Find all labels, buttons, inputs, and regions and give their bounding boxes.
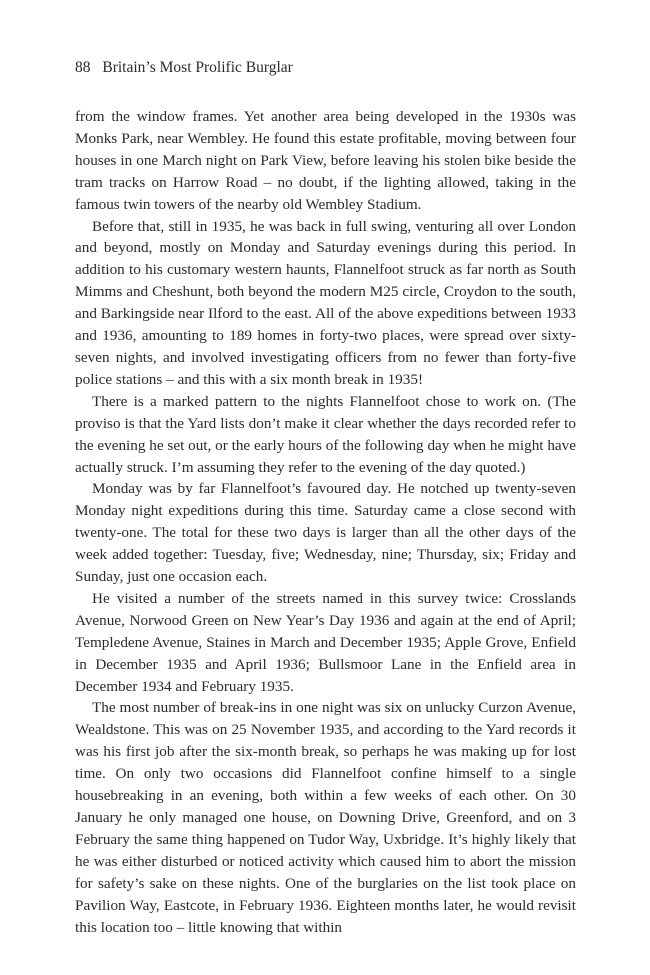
paragraph: Monday was by far Flannelfoot’s favoured day. He notched up twenty-seven Monday night expeditions during this time. Saturday came a close second with twenty-one. The total for these two days is larger than all the other days of the week added together: Tuesday, five; Wednesday, nine; Thursday, six; Friday and Sunday, just one occasion each. xyxy=(75,480,576,586)
paragraph-continued: from the window frames. Yet another area being developed in the 1930s was Monks Park, near Wembley. He found this estate profitable, moving between four houses in one March night on Park View, before leaving his stolen bike beside the tram tracks on Harrow Road – no doubt, if the lighting allowed, taking in the famous twin towers of the nearby old Wembley Stadium. xyxy=(75,108,576,213)
paragraph: He visited a number of the streets named in this survey twice: Crosslands Avenue, Norwood Green on New Year’s Day 1936 and again at the end of April; Templedene Avenue, Staines in March and December 1935; Apple Grove, Enfield in December 1935 and April 1936; Bullsmoor Lane in the Enfield area in December 1934 and February 1935. xyxy=(75,589,576,695)
paragraph: There is a marked pattern to the nights Flannelfoot chose to work on. (The proviso is that the Yard lists don’t make it clear whether the days recorded refer to the evening he set out, or the early hours of the following day when he might have actually struck. I’m assuming they refer to the evening of the day quoted.) xyxy=(75,392,576,476)
paragraph: The most number of break-ins in one night was six on unlucky Curzon Avenue, Wealdstone. This was on 25 November 1935, and according to the Yard records it was his first job after the six-month break, so perhaps he was making up for lost time. On only two occasions did Flannelfoot confine himself to a single housebreaking in an evening, both within a few weeks of each other. On 30 January he only managed one house, on Downing Drive, Greenford, and on 3 February the same thing happened on Tudor Way, Uxbridge. It’s highly likely that he was either disturbed or noticed activity which caused him to abort the mission for safety’s sake on these nights. One of the burglaries on the list took place on Pavilion Way, Eastcote, in February 1936. Eighteen months later, he would revisit this location too – little knowing that within xyxy=(75,699,576,936)
paragraph: Before that, still in 1935, he was back in full swing, venturing all over London and beyond, mostly on Monday and Saturday evenings during this period. In addition to his customary western haunts, Flannelfoot struck as far north as South Mimms and Cheshunt, both beyond the modern M25 circle, Croydon to the south, and Barkingside near Ilford to the east. All of the above expeditions between 1933 and 1936, amounting to 189 homes in forty-two places, were spread over sixty-seven nights, and involved investigating officers from no fewer than forty-five police stations – and this with a six month break in 1935! xyxy=(75,217,576,388)
body-text xyxy=(75,106,576,938)
page-number: 88 xyxy=(75,59,91,76)
running-head xyxy=(75,58,576,78)
book-title: Britain’s Most Prolific Burglar xyxy=(102,59,293,76)
